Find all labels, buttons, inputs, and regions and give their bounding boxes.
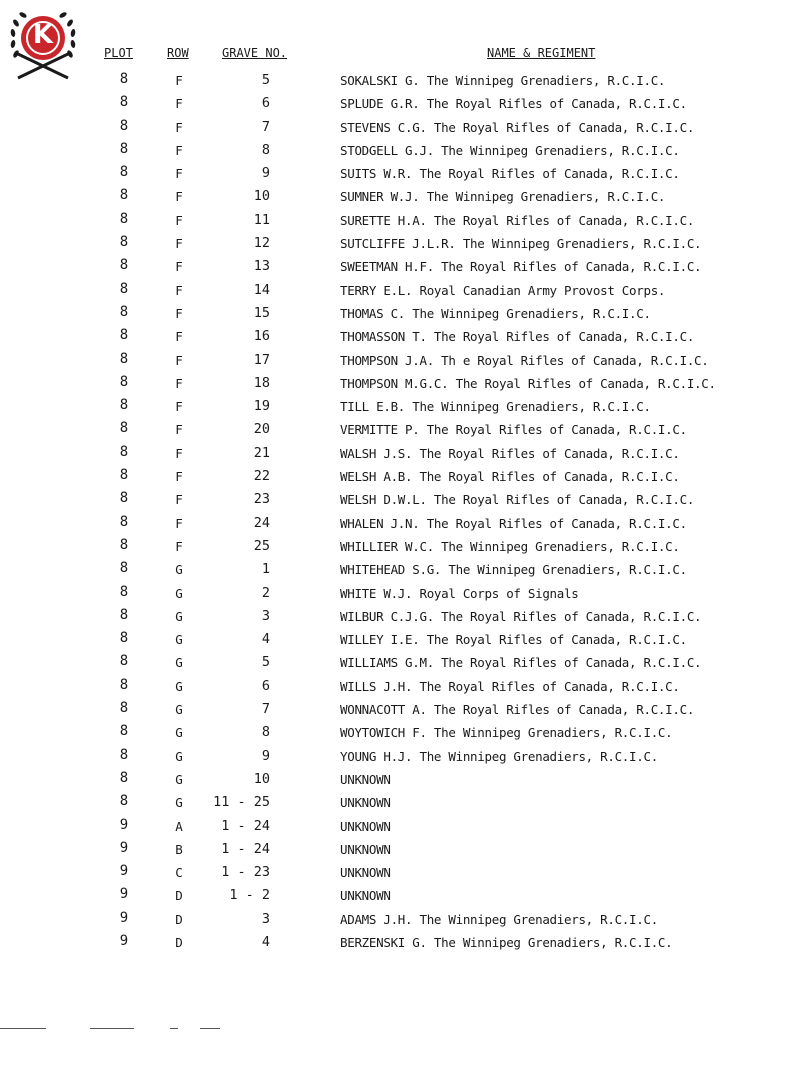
name-regiment-cell: WELSH D.W.L. The Royal Rifles of Canada, R.C.I.C. — [340, 492, 695, 508]
grave-number-cell: 23 — [253, 491, 270, 508]
name-regiment-cell: THOMAS C. The Winnipeg Grenadiers, R.C.I.C. — [340, 305, 651, 321]
table-row — [0, 93, 800, 116]
name-regiment-cell: WOYTOWICH F. The Winnipeg Grenadiers, R.C.I.C. — [340, 725, 673, 741]
name-regiment-cell: STEVENS C.G. The Royal Rifles of Canada, R.C.I.C. — [340, 119, 695, 135]
name-regiment-cell: SUITS W.R. The Royal Rifles of Canada, R.C.I.C. — [340, 166, 680, 182]
name-regiment-cell: VERMITTE P. The Royal Rifles of Canada, R.C.I.C. — [340, 422, 687, 438]
burial-register-list — [0, 70, 800, 955]
table-row — [0, 536, 800, 559]
table-row — [0, 792, 800, 815]
name-regiment-cell: TERRY E.L. Royal Canadian Army Provost Corps. — [340, 282, 666, 298]
table-row — [0, 256, 800, 279]
row-cell: F — [175, 259, 183, 275]
row-cell: G — [175, 562, 183, 578]
header-grave-number: GRAVE NO. — [222, 46, 288, 60]
grave-number-cell: 6 — [261, 677, 270, 694]
grave-number-cell: 7 — [261, 118, 270, 135]
name-regiment-cell: UNKNOWN — [340, 865, 391, 881]
row-cell: G — [175, 795, 183, 811]
table-row — [0, 652, 800, 675]
grave-number-cell: 3 — [261, 910, 270, 927]
name-regiment-cell: UNKNOWN — [340, 818, 391, 834]
plot-cell: 8 — [119, 490, 129, 507]
name-regiment-cell: ADAMS J.H. The Winnipeg Grenadiers, R.C.I.C. — [340, 911, 658, 927]
header-name-regiment: NAME & REGIMENT — [487, 46, 596, 60]
row-cell: F — [175, 282, 183, 298]
grave-number-cell: 1 — [261, 561, 270, 578]
table-row — [0, 862, 800, 885]
plot-cell: 8 — [119, 723, 129, 740]
row-cell: F — [175, 492, 183, 508]
row-cell: F — [175, 399, 183, 415]
grave-number-cell: 13 — [253, 258, 270, 275]
plot-cell: 8 — [119, 653, 129, 670]
table-row — [0, 419, 800, 442]
plot-cell: 8 — [119, 746, 129, 763]
plot-cell: 8 — [119, 164, 129, 181]
name-regiment-cell: WILBUR C.J.G. The Royal Rifles of Canada, R.C.I.C. — [340, 608, 702, 624]
grave-number-cell: 8 — [261, 724, 270, 741]
grave-number-cell: 5 — [261, 72, 270, 88]
row-cell: G — [175, 608, 183, 624]
name-regiment-cell: WONNACOTT A. The Royal Rifles of Canada, R.C.I.C. — [340, 702, 695, 718]
grave-number-cell: 11 - 25 — [213, 794, 270, 811]
plot-cell: 8 — [119, 94, 129, 111]
plot-cell: 8 — [119, 443, 129, 460]
plot-cell: 9 — [119, 863, 129, 880]
grave-number-cell: 19 — [253, 398, 270, 415]
table-row — [0, 839, 800, 862]
name-regiment-cell: SPLUDE G.R. The Royal Rifles of Canada, R.C.I.C. — [340, 96, 687, 112]
grave-number-cell: 5 — [261, 654, 270, 671]
header-plot: PLOT — [104, 46, 133, 60]
row-cell: F — [175, 189, 183, 205]
plot-cell: 8 — [119, 513, 129, 530]
name-regiment-cell: THOMPSON J.A. Th e Royal Rifles of Canada, R.C.I.C. — [340, 352, 709, 368]
name-regiment-cell: SOKALSKI G. The Winnipeg Grenadiers, R.C.I.C. — [340, 73, 666, 88]
name-regiment-cell: WHALEN J.N. The Royal Rifles of Canada, R.C.I.C. — [340, 515, 687, 531]
plot-cell: 8 — [119, 234, 129, 251]
table-row — [0, 210, 800, 233]
table-row — [0, 70, 800, 93]
table-row — [0, 885, 800, 908]
plot-cell: 8 — [119, 606, 129, 623]
row-cell: G — [175, 771, 183, 787]
table-row — [0, 606, 800, 629]
plot-cell: 8 — [119, 536, 129, 553]
row-cell: B — [175, 841, 183, 857]
table-row — [0, 326, 800, 349]
name-regiment-cell: UNKNOWN — [340, 771, 391, 787]
plot-cell: 9 — [119, 816, 129, 833]
name-regiment-cell: UNKNOWN — [340, 841, 391, 857]
plot-cell: 8 — [119, 630, 129, 647]
name-regiment-cell: THOMPSON M.G.C. The Royal Rifles of Canada, R.C.I.C. — [340, 375, 716, 391]
row-cell: F — [175, 375, 183, 391]
name-regiment-cell: UNKNOWN — [340, 795, 391, 811]
table-row — [0, 396, 800, 419]
table-row — [0, 746, 800, 769]
plot-cell: 9 — [119, 909, 129, 926]
row-cell: F — [175, 329, 183, 345]
plot-cell: 8 — [119, 583, 129, 600]
plot-cell: 8 — [119, 303, 129, 320]
name-regiment-cell: SUMNER W.J. The Winnipeg Grenadiers, R.C.I.C. — [340, 189, 666, 205]
table-row — [0, 489, 800, 512]
table-row — [0, 699, 800, 722]
grave-number-cell: 4 — [261, 933, 270, 950]
plot-cell: 8 — [119, 350, 129, 367]
row-cell: D — [175, 888, 183, 904]
table-row — [0, 583, 800, 606]
grave-number-cell: 18 — [253, 374, 270, 391]
grave-number-cell: 10 — [253, 188, 270, 205]
row-cell: G — [175, 702, 183, 718]
row-cell: F — [175, 469, 183, 485]
table-row — [0, 163, 800, 186]
table-row — [0, 233, 800, 256]
grave-number-cell: 21 — [253, 444, 270, 461]
row-cell: G — [175, 632, 183, 648]
name-regiment-cell: WALSH J.S. The Royal Rifles of Canada, R.C.I.C. — [340, 445, 680, 461]
row-cell: F — [175, 96, 183, 112]
row-cell: G — [175, 748, 183, 764]
grave-number-cell: 22 — [253, 468, 270, 485]
plot-cell: 8 — [119, 187, 129, 204]
grave-number-cell: 2 — [261, 584, 270, 601]
name-regiment-cell: WHITE W.J. Royal Corps of Signals — [340, 585, 579, 601]
grave-number-cell: 17 — [253, 351, 270, 368]
table-row — [0, 909, 800, 932]
plot-cell: 8 — [119, 420, 129, 437]
row-cell: F — [175, 236, 183, 252]
row-cell: F — [175, 352, 183, 368]
grave-number-cell: 9 — [261, 165, 270, 182]
row-cell: G — [175, 678, 183, 694]
name-regiment-cell: WHILLIER W.C. The Winnipeg Grenadiers, R.C.I.C. — [340, 538, 680, 554]
grave-number-cell: 1 - 23 — [221, 864, 270, 881]
footer-rule — [0, 1028, 800, 1032]
grave-number-cell: 11 — [253, 211, 270, 228]
table-row — [0, 676, 800, 699]
grave-number-cell: 4 — [261, 631, 270, 648]
plot-cell: 9 — [119, 886, 129, 903]
row-cell: A — [175, 818, 183, 834]
table-row — [0, 816, 800, 839]
plot-cell: 9 — [119, 932, 129, 949]
name-regiment-cell: UNKNOWN — [340, 888, 391, 904]
table-row — [0, 303, 800, 326]
row-cell: F — [175, 73, 183, 88]
table-row — [0, 722, 800, 745]
name-regiment-cell: STODGELL G.J. The Winnipeg Grenadiers, R.C.I.C. — [340, 142, 680, 158]
row-cell: F — [175, 142, 183, 158]
grave-number-cell: 12 — [253, 235, 270, 252]
plot-cell: 8 — [119, 769, 129, 786]
name-regiment-cell: WELSH A.B. The Royal Rifles of Canada, R.C.I.C. — [340, 469, 680, 485]
table-row — [0, 350, 800, 373]
logo-letter: K — [32, 20, 54, 50]
name-regiment-cell: TILL E.B. The Winnipeg Grenadiers, R.C.I.C. — [340, 399, 651, 415]
row-cell: F — [175, 445, 183, 461]
grave-number-cell: 24 — [253, 514, 270, 531]
grave-number-cell: 25 — [253, 537, 270, 554]
table-row — [0, 280, 800, 303]
grave-number-cell: 8 — [261, 141, 270, 158]
name-regiment-cell: WILLS J.H. The Royal Rifles of Canada, R.C.I.C. — [340, 678, 680, 694]
table-row — [0, 373, 800, 396]
row-cell: D — [175, 934, 183, 950]
grave-number-cell: 10 — [253, 770, 270, 787]
plot-cell: 9 — [119, 839, 129, 856]
grave-number-cell: 3 — [261, 607, 270, 624]
grave-number-cell: 15 — [253, 304, 270, 321]
grave-number-cell: 1 - 2 — [229, 887, 270, 904]
grave-number-cell: 20 — [253, 421, 270, 438]
row-cell: G — [175, 585, 183, 601]
table-row — [0, 932, 800, 955]
row-cell: C — [175, 865, 183, 881]
plot-cell: 8 — [119, 210, 129, 227]
row-cell: D — [175, 911, 183, 927]
table-row — [0, 117, 800, 140]
row-cell: F — [175, 422, 183, 438]
row-cell: F — [175, 538, 183, 554]
grave-number-cell: 6 — [261, 95, 270, 112]
header-row: ROW — [167, 46, 189, 60]
name-regiment-cell: WILLIAMS G.M. The Royal Rifles of Canada, R.C.I.C. — [340, 655, 702, 671]
plot-cell: 8 — [119, 280, 129, 297]
table-row — [0, 629, 800, 652]
row-cell: F — [175, 515, 183, 531]
row-cell: F — [175, 166, 183, 182]
grave-number-cell: 16 — [253, 328, 270, 345]
table-row — [0, 443, 800, 466]
plot-cell: 8 — [119, 560, 129, 577]
row-cell: F — [175, 305, 183, 321]
name-regiment-cell: WILLEY I.E. The Royal Rifles of Canada, R.C.I.C. — [340, 632, 687, 648]
plot-cell: 8 — [119, 117, 129, 134]
plot-cell: 8 — [119, 676, 129, 693]
table-row — [0, 186, 800, 209]
column-header-row — [0, 46, 800, 66]
table-row — [0, 466, 800, 489]
grave-number-cell: 1 - 24 — [221, 817, 270, 834]
plot-cell: 8 — [119, 373, 129, 390]
table-row — [0, 559, 800, 582]
name-regiment-cell: WHITEHEAD S.G. The Winnipeg Grenadiers, R.C.I.C. — [340, 562, 687, 578]
name-regiment-cell: THOMASSON T. The Royal Rifles of Canada, R.C.I.C. — [340, 329, 695, 345]
plot-cell: 8 — [119, 397, 129, 414]
plot-cell: 8 — [119, 71, 129, 87]
name-regiment-cell: YOUNG H.J. The Winnipeg Grenadiers, R.C.I.C. — [340, 748, 658, 764]
name-regiment-cell: SUTCLIFFE J.L.R. The Winnipeg Grenadiers, R.C.I.C. — [340, 236, 702, 252]
row-cell: G — [175, 725, 183, 741]
table-row — [0, 513, 800, 536]
plot-cell: 8 — [119, 467, 129, 484]
row-cell: G — [175, 655, 183, 671]
plot-cell: 8 — [119, 327, 129, 344]
name-regiment-cell: SWEETMAN H.F. The Royal Rifles of Canada, R.C.I.C. — [340, 259, 702, 275]
grave-number-cell: 7 — [261, 701, 270, 718]
plot-cell: 8 — [119, 140, 129, 157]
plot-cell: 8 — [119, 700, 129, 717]
name-regiment-cell: SURETTE H.A. The Royal Rifles of Canada, R.C.I.C. — [340, 212, 695, 228]
table-row — [0, 140, 800, 163]
grave-number-cell: 1 - 24 — [221, 840, 270, 857]
table-row — [0, 769, 800, 792]
plot-cell: 8 — [119, 257, 129, 274]
grave-number-cell: 14 — [253, 281, 270, 298]
row-cell: F — [175, 119, 183, 135]
plot-cell: 8 — [119, 793, 129, 810]
row-cell: F — [175, 212, 183, 228]
grave-number-cell: 9 — [261, 747, 270, 764]
name-regiment-cell: BERZENSKI G. The Winnipeg Grenadiers, R.C.I.C. — [340, 934, 673, 950]
